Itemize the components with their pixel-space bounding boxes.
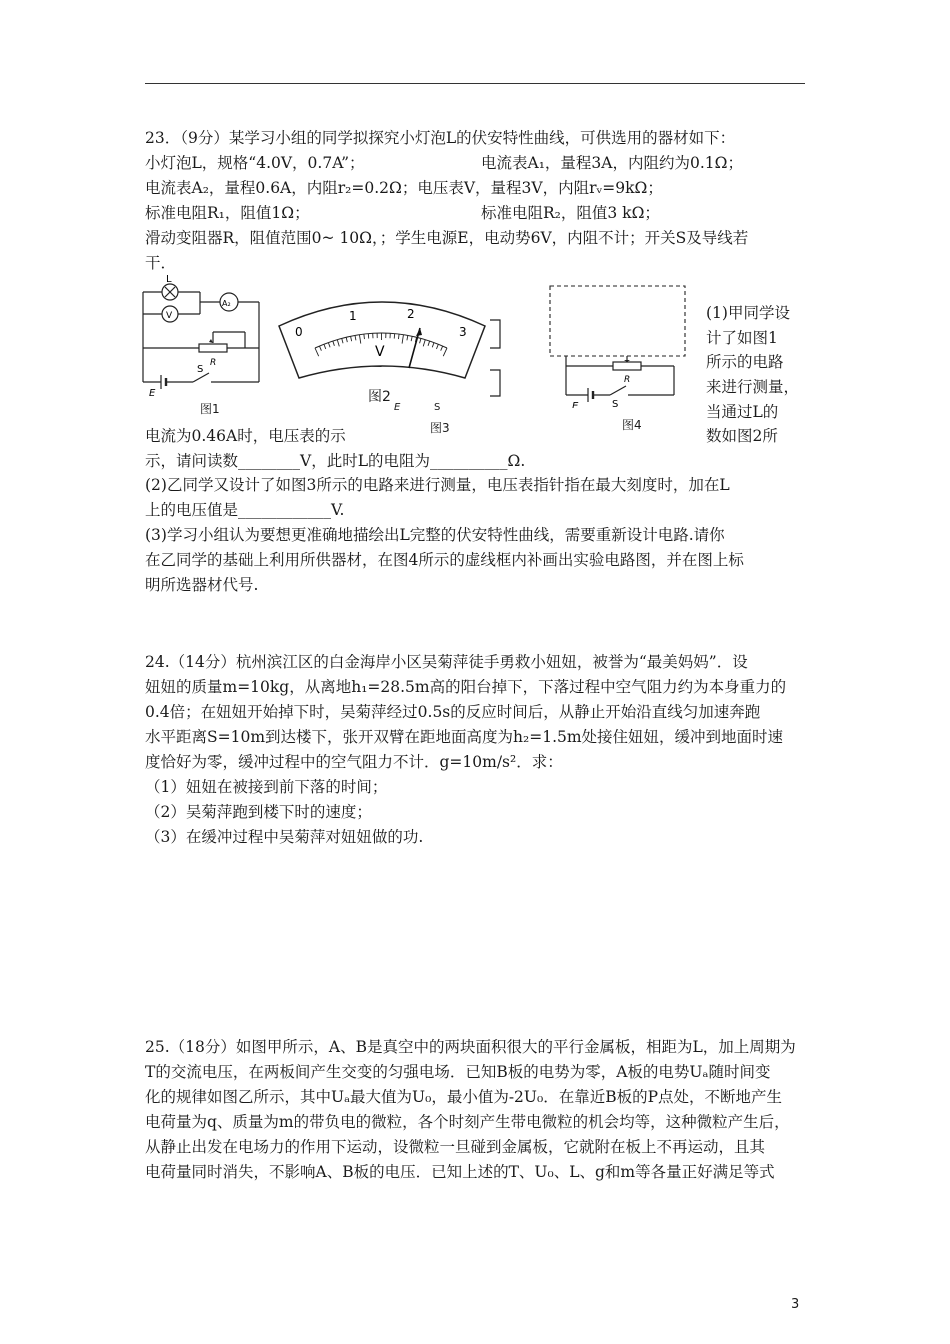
side-text-6: 数如图2所: [706, 427, 778, 445]
page-number: 3: [791, 1297, 800, 1312]
fig4-dashed-box: [550, 286, 685, 356]
q24-line-2: 妞妞的质量m=10kg，从离地h₁=28.5m高的阳台掉下，下落过程中空气阻力约为本身重力的: [145, 678, 787, 696]
dial-tick-mark: [443, 348, 447, 356]
q23-line-8: 干．: [145, 254, 177, 272]
dial-tick-mark: [346, 337, 347, 342]
q23-line-5: 标准电阻R₁，阻值1Ω；: [145, 204, 310, 222]
fig1-rheostat-label: R: [210, 358, 217, 368]
fig3-caption: 图3: [430, 421, 450, 435]
fig4-source-label: E: [572, 401, 579, 408]
fig1-caption: 图1: [200, 402, 220, 416]
q24-line-7: （2）吴菊萍跑到楼下时的速度；: [145, 803, 372, 821]
figure-1-circuit: [135, 272, 270, 397]
fig3-switch-label: S: [434, 402, 441, 413]
dial-tick-1: 1: [349, 309, 357, 323]
fig4-caption: 图4: [622, 418, 642, 432]
q25-line-2: T的交流电压，在两板间产生交变的匀强电场．已知B板的电势为零，A板的电势Uₐ随时间变: [145, 1063, 771, 1081]
fig4-switch-label: S: [612, 399, 619, 408]
q23-line-1: 23．（9分）某学习小组的同学拟探究小灯泡L的伏安特性曲线，可供选用的器材如下：: [145, 129, 736, 147]
q23-part1-line-b: 示，请问读数________V，此时L的电阻为__________Ω.: [145, 452, 526, 470]
dial-tick-mark: [436, 344, 438, 349]
dial-tick-mark: [315, 348, 319, 356]
q23-part1-line-a: 电流为0.46A时，电压表的示: [145, 427, 346, 445]
q25-line-1: 25.（18分）如图甲所示，A、B是真空中的两块面积很大的平行金属板，相距为L，加上周期为: [145, 1038, 796, 1056]
q24-line-6: （1）妞妞在被接到前下落的时间；: [145, 778, 388, 796]
dial-tick-mark: [351, 336, 352, 341]
q23-part3-line-a: (3)学习小组认为要想更准确地描绘出L完整的伏安特性曲线，需要重新设计电路.请你: [145, 526, 725, 544]
fig1-lamp-label: L: [166, 274, 172, 285]
dial-tick-0: 0: [295, 325, 303, 339]
q25-line-4: 电荷量为q、质量为m的带负电的微粒，各个时刻产生带电微粒的机会均等，这种微粒产生后，: [145, 1113, 790, 1131]
fig1-ammeter-label: A₂: [222, 299, 231, 308]
dial-tick-mark: [411, 336, 412, 341]
dial-tick-mark: [328, 343, 330, 348]
dial-tick-mark: [407, 335, 408, 340]
dial-tick-mark: [355, 335, 356, 340]
fig3-source-label: E: [394, 402, 401, 413]
q25-line-5: 从静止出发在电场力的作用下运动，设微粒一旦碰到金属板，它就附在板上不再运动，且其: [145, 1138, 766, 1156]
q24-line-4: 水平距离S=10m到达楼下，张开双臂在距地面高度为h₂=1.5m处接住妞妞，缓冲到地面时速: [145, 728, 784, 746]
dial-tick-mark: [324, 344, 326, 349]
side-text-2: 计了如图1: [706, 329, 778, 347]
q23-part2-line-a: (2)乙同学又设计了如图3所示的电路来进行测量，电压表指针指在最大刻度时，加在L: [145, 476, 730, 494]
figure-3-partial: [486, 318, 508, 398]
dial-tick-mark: [441, 346, 443, 351]
q24-line-1: 24.（14分）杭州滨江区的白金海岸小区吴菊萍徒手勇救小妞妞，被誉为“最美妈妈”．设: [145, 653, 748, 671]
side-text-4: 来进行测量，: [706, 378, 800, 396]
q23-part3-line-b: 在乙同学的基础上利用所供器材，在图4所示的虚线框内补画出实验电路图，并在图上标: [145, 551, 744, 569]
dial-unit-label: V: [375, 344, 385, 360]
fig1-source-label: E: [149, 388, 156, 397]
dial-tick-mark: [364, 334, 365, 339]
dial-tick-mark: [432, 343, 434, 348]
q23-line-6: 标准电阻R₂，阻值3 kΩ；: [481, 204, 660, 222]
figure-4-circuit: [548, 283, 690, 408]
q23-line-7: 滑动变阻器R，阻值范围0~ 10Ω，；学生电源E，电动势6V，内阻不计；开关S及导线若: [145, 229, 749, 247]
header-rule: [145, 83, 805, 84]
dial-tick-mark: [319, 346, 321, 351]
dial-tick-3: 3: [459, 325, 467, 339]
dial-tick-mark: [398, 334, 399, 339]
q23-line-4: 电流表A₂，量程0.6A，内阻r₂=0.2Ω；电压表V，量程3V，内阻rᵥ=9kΩ；: [145, 179, 663, 197]
q24-line-3: 0.4倍；在妞妞开始掉下时，吴菊萍经过0.5s的反应时间后，从静止开始沿直线匀加速奔跑: [145, 703, 761, 721]
dial-tick-mark: [402, 335, 403, 344]
q24-line-8: （3）在缓冲过程中吴菊萍对妞妞做的功.: [145, 828, 424, 846]
q25-line-6: 电荷量同时消失，不影响A、B板的电压．已知上述的T、U₀、L、g和m等各量正好满足等式: [145, 1163, 775, 1181]
dial-tick-mark: [428, 341, 430, 346]
fig4-rheostat-label: R: [624, 375, 631, 385]
dial-tick-mark: [423, 340, 425, 347]
q23-line-2: 小灯泡L，规格“4.0V，0.7A”；: [145, 154, 365, 172]
dial-tick-mark: [333, 341, 335, 346]
dial-tick-2: 2: [407, 307, 415, 321]
dial-tick-mark: [342, 338, 343, 343]
fig1-voltmeter-label: V: [166, 311, 173, 321]
fig2-caption: 图2: [368, 389, 391, 405]
q23-part2-line-b: 上的电压值是____________V.: [145, 501, 345, 519]
q25-line-3: 化的规律如图乙所示，其中Uₐ最大值为U₀，最小值为-2U₀．在靠近B板的P点处，不断地产生: [145, 1088, 783, 1106]
dial-tick-mark: [359, 335, 360, 344]
side-text-5: 当通过L的: [706, 403, 779, 421]
q24-line-5: 度恰好为零，缓冲过程中的空气阻力不计．g=10m/s²．求：: [145, 753, 563, 771]
dial-tick-mark: [420, 338, 421, 343]
dial-tick-mark: [337, 340, 339, 347]
q23-part3-line-c: 明所选器材代号.: [145, 576, 259, 594]
side-text-1: (1)甲同学设: [706, 304, 790, 322]
side-text-3: 所示的电路: [706, 353, 784, 371]
q23-line-3: 电流表A₁，量程3A，内阻约为0.1Ω；: [481, 154, 743, 172]
fig1-switch-label: S: [197, 364, 204, 375]
figure-2-voltmeter-dial: [275, 290, 490, 400]
